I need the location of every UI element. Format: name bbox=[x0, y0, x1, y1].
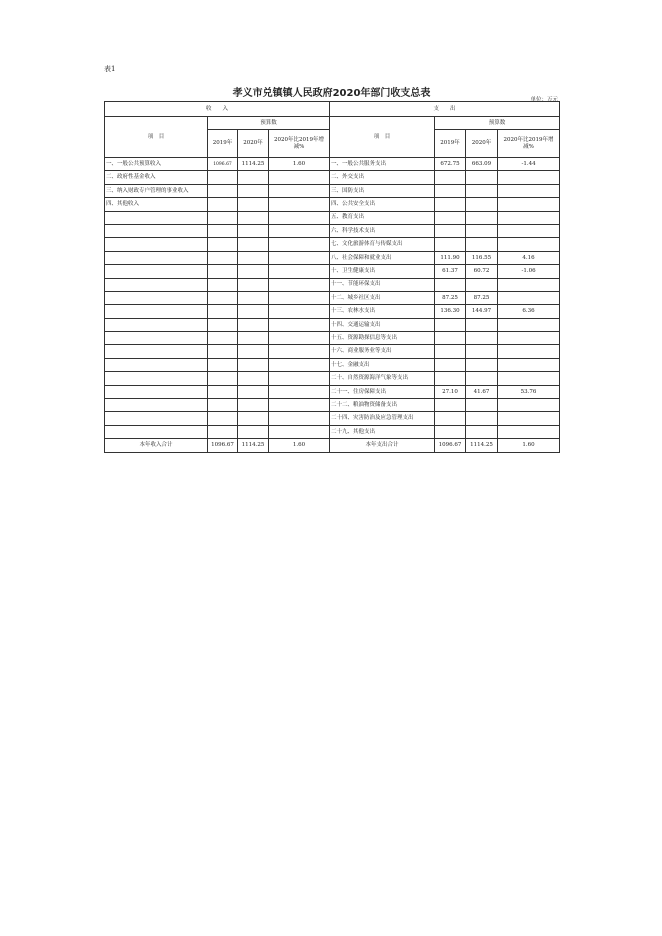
expense-2019-header: 2019年 bbox=[435, 130, 466, 158]
expense-item-name: 二十、自然资源海洋气象等支出 bbox=[330, 372, 435, 385]
income-total-label: 本年收入合计 bbox=[105, 439, 208, 453]
income-2020-value bbox=[238, 171, 269, 184]
income-change-value bbox=[269, 412, 330, 425]
income-item-name bbox=[105, 224, 208, 237]
expense-change-value bbox=[498, 291, 560, 304]
expense-item-name: 十三、农林水支出 bbox=[330, 305, 435, 318]
expense-total-change: 1.60 bbox=[498, 439, 560, 453]
expense-item-name: 二十二、粮油物资储备支出 bbox=[330, 399, 435, 412]
table-row bbox=[105, 425, 560, 438]
expense-2020-value bbox=[466, 198, 498, 211]
income-change-value bbox=[269, 171, 330, 184]
expense-2019-value bbox=[435, 399, 466, 412]
income-2019-value bbox=[208, 385, 238, 398]
expense-change-value: -1.06 bbox=[498, 265, 560, 278]
income-2019-value bbox=[208, 238, 238, 251]
income-2019-value bbox=[208, 332, 238, 345]
income-item-name bbox=[105, 318, 208, 331]
income-change-value bbox=[269, 265, 330, 278]
table-row bbox=[105, 412, 560, 425]
expense-change-value bbox=[498, 224, 560, 237]
expense-2019-value bbox=[435, 318, 466, 331]
unit-label: 单位：万元 bbox=[530, 97, 558, 103]
income-change-value: 1.60 bbox=[269, 158, 330, 171]
expense-2019-value bbox=[435, 211, 466, 224]
table-row bbox=[105, 305, 560, 318]
table-row bbox=[105, 399, 560, 412]
expense-change-value bbox=[498, 332, 560, 345]
expense-2019-value bbox=[435, 358, 466, 371]
income-item-name bbox=[105, 305, 208, 318]
income-item-name: 三、纳入财政专户管理的事业收入 bbox=[105, 184, 208, 197]
income-change-value bbox=[269, 372, 330, 385]
income-2019-value bbox=[208, 425, 238, 438]
expense-total-2019: 1096.67 bbox=[435, 439, 466, 453]
income-2019-value: 1096.67 bbox=[208, 158, 238, 171]
expense-item-name: 十五、资源勘探信息等支出 bbox=[330, 332, 435, 345]
expense-2019-value bbox=[435, 332, 466, 345]
income-change-header: 2020年比2019年增减% bbox=[269, 130, 330, 158]
income-2019-value bbox=[208, 372, 238, 385]
income-item-name: 一、一般公共预算收入 bbox=[105, 158, 208, 171]
income-item-name bbox=[105, 291, 208, 304]
income-2019-value bbox=[208, 345, 238, 358]
expense-change-value bbox=[498, 184, 560, 197]
expense-change-value bbox=[498, 412, 560, 425]
table-row bbox=[105, 345, 560, 358]
income-change-value bbox=[269, 291, 330, 304]
expense-change-value bbox=[498, 372, 560, 385]
expense-section-header: 支 出 bbox=[330, 102, 560, 117]
expense-2020-header: 2020年 bbox=[466, 130, 498, 158]
expense-change-value bbox=[498, 399, 560, 412]
income-change-value bbox=[269, 318, 330, 331]
income-change-value bbox=[269, 332, 330, 345]
income-2020-value bbox=[238, 251, 269, 264]
income-2020-value bbox=[238, 358, 269, 371]
income-2019-value bbox=[208, 399, 238, 412]
expense-change-value: -1.44 bbox=[498, 158, 560, 171]
expense-2020-value bbox=[466, 224, 498, 237]
expense-total-2020: 1114.25 bbox=[466, 439, 498, 453]
expense-item-name: 三、国防支出 bbox=[330, 184, 435, 197]
expense-change-value bbox=[498, 211, 560, 224]
income-2019-value bbox=[208, 358, 238, 371]
expense-2019-value: 61.37 bbox=[435, 265, 466, 278]
income-2019-value bbox=[208, 318, 238, 331]
expense-2020-value: 116.55 bbox=[466, 251, 498, 264]
income-2020-value bbox=[238, 238, 269, 251]
income-2020-value bbox=[238, 332, 269, 345]
income-2020-value bbox=[238, 372, 269, 385]
expense-2019-value bbox=[435, 412, 466, 425]
expense-change-value bbox=[498, 318, 560, 331]
income-change-value bbox=[269, 305, 330, 318]
expense-2020-value: 41.67 bbox=[466, 385, 498, 398]
expense-total-label: 本年支出合计 bbox=[330, 439, 435, 453]
table-row bbox=[105, 171, 560, 184]
expense-2020-value bbox=[466, 345, 498, 358]
income-item-name: 四、其他收入 bbox=[105, 198, 208, 211]
table-row bbox=[105, 198, 560, 211]
expense-2019-value bbox=[435, 171, 466, 184]
table-row bbox=[105, 372, 560, 385]
income-item-name bbox=[105, 385, 208, 398]
expense-2019-value: 27.10 bbox=[435, 385, 466, 398]
income-2020-value bbox=[238, 345, 269, 358]
expense-change-value: 4.16 bbox=[498, 251, 560, 264]
income-expense-summary-table bbox=[104, 101, 560, 453]
table-row bbox=[105, 158, 560, 171]
expense-item-name: 十七、金融支出 bbox=[330, 358, 435, 371]
income-item-name: 二、政府性基金收入 bbox=[105, 171, 208, 184]
page-title: 孝义市兑镇镇人民政府2020年部门收支总表 bbox=[232, 88, 431, 99]
sheet-label: 表1 bbox=[104, 65, 116, 73]
income-change-value bbox=[269, 198, 330, 211]
expense-change-value bbox=[498, 198, 560, 211]
expense-change-header: 2020年比2019年增减% bbox=[498, 130, 560, 158]
income-item-name bbox=[105, 332, 208, 345]
table-row bbox=[105, 265, 560, 278]
income-2019-value bbox=[208, 211, 238, 224]
expense-item-name: 五、教育支出 bbox=[330, 211, 435, 224]
table-row bbox=[105, 251, 560, 264]
expense-2019-value bbox=[435, 198, 466, 211]
income-2019-value bbox=[208, 291, 238, 304]
income-2020-value bbox=[238, 265, 269, 278]
income-2020-value bbox=[238, 305, 269, 318]
table-row bbox=[105, 278, 560, 291]
income-change-value bbox=[269, 251, 330, 264]
expense-2020-value: 663.09 bbox=[466, 158, 498, 171]
expense-change-value bbox=[498, 171, 560, 184]
income-2020-value bbox=[238, 385, 269, 398]
income-2019-value bbox=[208, 265, 238, 278]
income-2019-value bbox=[208, 305, 238, 318]
table-row bbox=[105, 318, 560, 331]
expense-item-name: 一、一般公共服务支出 bbox=[330, 158, 435, 171]
expense-change-value: 6.36 bbox=[498, 305, 560, 318]
expense-change-value bbox=[498, 358, 560, 371]
income-2019-value bbox=[208, 198, 238, 211]
income-item-name bbox=[105, 278, 208, 291]
income-change-value bbox=[269, 238, 330, 251]
expense-item-name: 二十四、灾害防治及应急管理支出 bbox=[330, 412, 435, 425]
expense-change-value bbox=[498, 238, 560, 251]
expense-item-name: 十二、城乡社区支出 bbox=[330, 291, 435, 304]
expense-change-value bbox=[498, 345, 560, 358]
income-change-value bbox=[269, 184, 330, 197]
income-change-value bbox=[269, 425, 330, 438]
income-2020-value: 1114.25 bbox=[238, 158, 269, 171]
table-row bbox=[105, 211, 560, 224]
income-change-value bbox=[269, 358, 330, 371]
expense-2019-value bbox=[435, 278, 466, 291]
table-row bbox=[105, 332, 560, 345]
expense-change-value bbox=[498, 425, 560, 438]
expense-2020-value bbox=[466, 238, 498, 251]
expense-item-name: 十四、交通运输支出 bbox=[330, 318, 435, 331]
income-2020-value bbox=[238, 318, 269, 331]
expense-2019-value: 111.90 bbox=[435, 251, 466, 264]
expense-change-value: 53.76 bbox=[498, 385, 560, 398]
expense-2020-value bbox=[466, 278, 498, 291]
income-item-name bbox=[105, 372, 208, 385]
income-item-name bbox=[105, 265, 208, 278]
income-2019-value bbox=[208, 278, 238, 291]
expense-item-header: 项 目 bbox=[330, 117, 435, 158]
expense-2019-value: 87.25 bbox=[435, 291, 466, 304]
header-row-sections bbox=[105, 102, 560, 117]
totals-row bbox=[105, 439, 560, 453]
expense-item-name: 八、社会保障和就业支出 bbox=[330, 251, 435, 264]
expense-change-value bbox=[498, 278, 560, 291]
income-2019-value bbox=[208, 224, 238, 237]
income-item-name bbox=[105, 238, 208, 251]
income-2019-value bbox=[208, 251, 238, 264]
expense-2019-value bbox=[435, 184, 466, 197]
expense-item-name: 七、文化旅游体育与传媒支出 bbox=[330, 238, 435, 251]
expense-2020-value: 60.72 bbox=[466, 265, 498, 278]
expense-item-name: 十、卫生健康支出 bbox=[330, 265, 435, 278]
income-2019-header: 2019年 bbox=[208, 130, 238, 158]
income-2020-value bbox=[238, 412, 269, 425]
income-2020-value bbox=[238, 425, 269, 438]
expense-2020-value: 87.25 bbox=[466, 291, 498, 304]
expense-item-name: 二、外交支出 bbox=[330, 171, 435, 184]
expense-2020-value bbox=[466, 171, 498, 184]
expense-2020-value bbox=[466, 358, 498, 371]
income-section-header: 收 入 bbox=[105, 102, 330, 117]
table-row bbox=[105, 224, 560, 237]
income-total-2019: 1096.67 bbox=[208, 439, 238, 453]
expense-item-name: 十六、商业服务业等支出 bbox=[330, 345, 435, 358]
table-row bbox=[105, 291, 560, 304]
table-row bbox=[105, 385, 560, 398]
expense-item-name: 二十一、住房保障支出 bbox=[330, 385, 435, 398]
income-change-value bbox=[269, 278, 330, 291]
expense-2020-value: 144.97 bbox=[466, 305, 498, 318]
income-2020-value bbox=[238, 184, 269, 197]
expense-2019-value: 672.75 bbox=[435, 158, 466, 171]
expense-item-name: 四、公共安全支出 bbox=[330, 198, 435, 211]
income-2019-value bbox=[208, 184, 238, 197]
income-item-name bbox=[105, 345, 208, 358]
expense-budget-header: 预算数 bbox=[435, 117, 560, 130]
expense-2020-value bbox=[466, 372, 498, 385]
income-change-value bbox=[269, 385, 330, 398]
income-2020-value bbox=[238, 198, 269, 211]
income-2020-value bbox=[238, 211, 269, 224]
expense-item-name: 二十九、其他支出 bbox=[330, 425, 435, 438]
income-item-name bbox=[105, 399, 208, 412]
expense-2019-value bbox=[435, 345, 466, 358]
expense-2019-value: 136.30 bbox=[435, 305, 466, 318]
income-budget-header: 预算数 bbox=[208, 117, 330, 130]
expense-2020-value bbox=[466, 184, 498, 197]
income-2020-value bbox=[238, 224, 269, 237]
table-row bbox=[105, 184, 560, 197]
expense-2020-value bbox=[466, 211, 498, 224]
table-row bbox=[105, 238, 560, 251]
expense-2019-value bbox=[435, 372, 466, 385]
income-item-name bbox=[105, 251, 208, 264]
income-total-change: 1.60 bbox=[269, 439, 330, 453]
expense-2020-value bbox=[466, 412, 498, 425]
expense-item-name: 十一、节能环保支出 bbox=[330, 278, 435, 291]
expense-2020-value bbox=[466, 425, 498, 438]
income-2020-header: 2020年 bbox=[238, 130, 269, 158]
income-2020-value bbox=[238, 278, 269, 291]
expense-2020-value bbox=[466, 332, 498, 345]
income-item-name bbox=[105, 211, 208, 224]
income-change-value bbox=[269, 211, 330, 224]
income-2020-value bbox=[238, 291, 269, 304]
expense-2019-value bbox=[435, 224, 466, 237]
expense-item-name: 六、科学技术支出 bbox=[330, 224, 435, 237]
header-row-budget bbox=[105, 117, 560, 130]
expense-2020-value bbox=[466, 318, 498, 331]
income-change-value bbox=[269, 224, 330, 237]
income-item-name bbox=[105, 358, 208, 371]
income-item-name bbox=[105, 412, 208, 425]
income-item-header: 项 目 bbox=[105, 117, 208, 158]
income-2020-value bbox=[238, 399, 269, 412]
table-row bbox=[105, 358, 560, 371]
expense-2019-value bbox=[435, 425, 466, 438]
income-item-name bbox=[105, 425, 208, 438]
income-2019-value bbox=[208, 171, 238, 184]
income-total-2020: 1114.25 bbox=[238, 439, 269, 453]
expense-2019-value bbox=[435, 238, 466, 251]
income-2019-value bbox=[208, 412, 238, 425]
income-change-value bbox=[269, 345, 330, 358]
expense-2020-value bbox=[466, 399, 498, 412]
income-change-value bbox=[269, 399, 330, 412]
